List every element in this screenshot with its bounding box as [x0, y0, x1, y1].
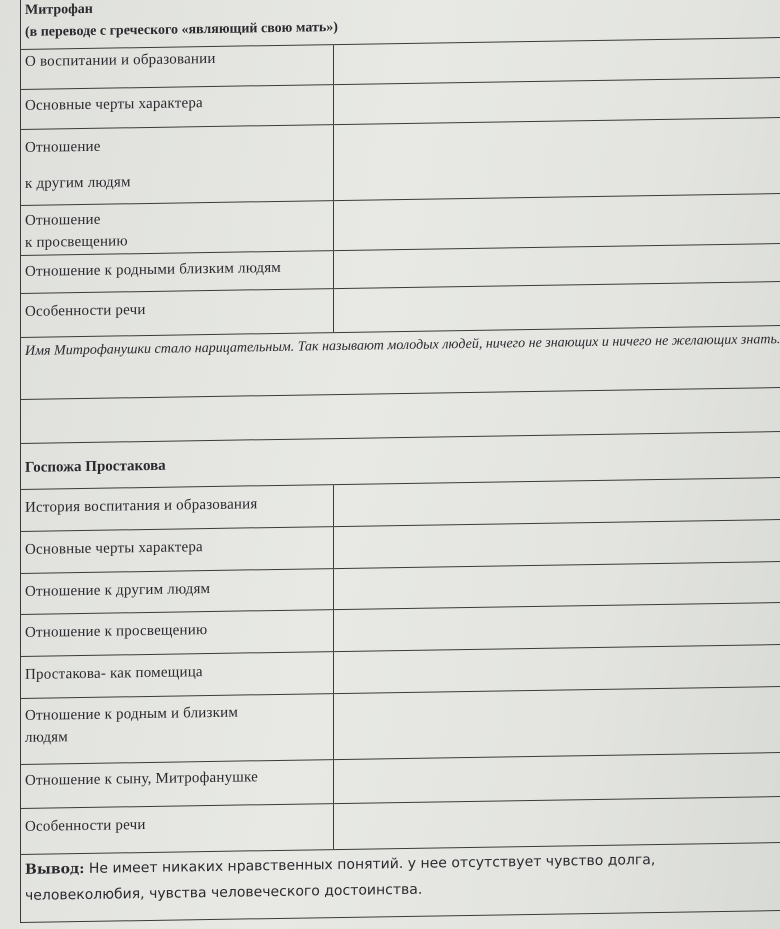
prostakova-conclusion-row	[20, 842, 780, 923]
row-label: Отношение к другим людям	[21, 569, 334, 614]
row-label: Отношение к просвещению	[21, 610, 334, 656]
character-table	[20, 0, 780, 923]
row-label: История воспитания и образования	[21, 485, 334, 531]
row-label: Отношение	[25, 138, 101, 156]
conclusion-label: Вывод:	[25, 860, 85, 878]
row-label: Основные черты характера	[21, 85, 334, 129]
row-label: к другим людям	[25, 174, 131, 192]
row-label: к просвещению	[25, 233, 128, 251]
mitrofan-title: Митрофан	[25, 1, 93, 18]
mitrofan-subtitle: (в переводе с греческого «являющий свою мать»)	[25, 20, 338, 40]
prostakova-title: Госпожа Простакова	[25, 457, 166, 476]
row-label: Основные черты характера	[21, 527, 334, 573]
row-label: Отношение к сыну, Митрофанушке	[21, 760, 334, 808]
row-label: Особенности речи	[21, 289, 334, 337]
conclusion-text: Не имеет никаких нравственных понятий. у нее отсутствует чувство долга, человеколюбия, чувства человеческого достоинства.	[25, 852, 656, 904]
row-label: Особенности речи	[21, 804, 334, 854]
row-label: О воспитании и образовании	[21, 45, 334, 89]
row-label: Простакова- как помещица	[21, 652, 334, 698]
table-row	[20, 686, 780, 765]
mitrofan-note: Имя Митрофанушки стало нарицательным. Так называют молодых людей, ничего не знающих и ничего не желающих знать.	[25, 332, 780, 359]
row-label: Отношение к родными близким людям	[21, 251, 334, 293]
mitrofan-note-row	[20, 325, 780, 400]
row-label: Отношение	[25, 211, 101, 229]
table-row	[20, 117, 780, 206]
row-label: людям	[25, 729, 68, 746]
row-label: Отношение к родным и близким	[25, 704, 239, 724]
